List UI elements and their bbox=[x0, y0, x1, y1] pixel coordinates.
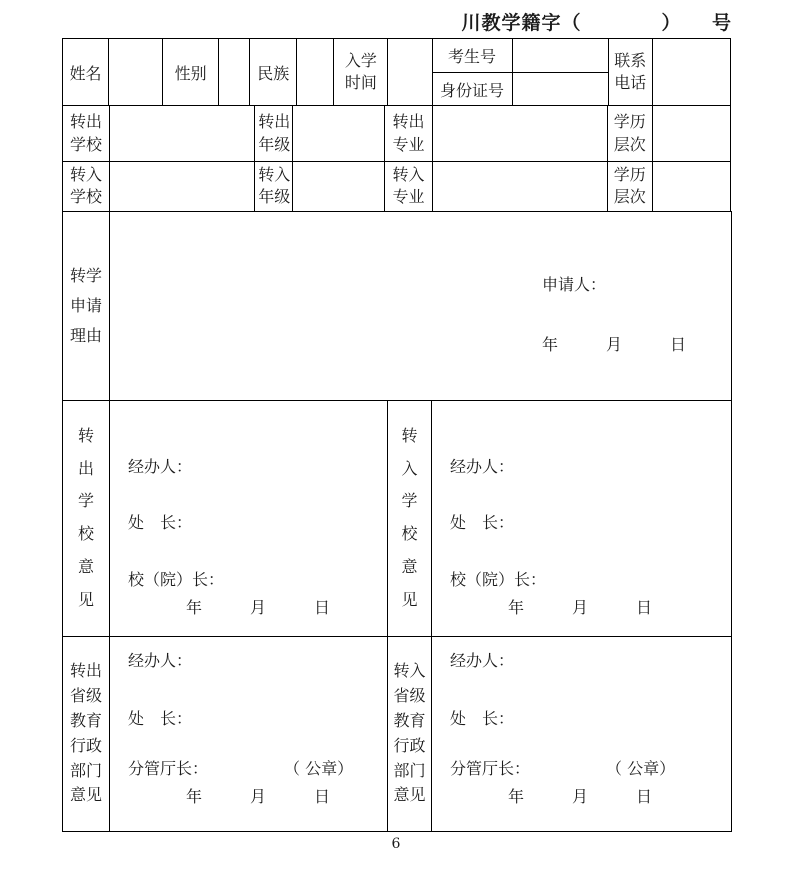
reason-table bbox=[62, 211, 732, 401]
in-school-label bbox=[63, 162, 110, 212]
out-school-label bbox=[63, 106, 110, 162]
reason-content-cell bbox=[110, 211, 732, 400]
reason-label bbox=[63, 211, 110, 400]
out-grade-label bbox=[255, 106, 293, 162]
enroll-time-label-text: 入学时间 bbox=[344, 50, 377, 92]
in-school-date-line: 年 月 日 bbox=[508, 597, 653, 617]
out-province-date-line: 年 月 日 bbox=[186, 786, 331, 806]
out-school-opinion-cell bbox=[110, 400, 388, 636]
phone-value-cell bbox=[652, 39, 730, 106]
gender-label: 性别 bbox=[163, 39, 219, 106]
in-province-chief-line bbox=[450, 758, 725, 780]
out-school-date-line: 年 月 日 bbox=[186, 597, 331, 617]
phone-label-text: 联系电话 bbox=[614, 50, 647, 92]
out-level-label-text: 学历层次 bbox=[613, 112, 646, 154]
name-label: 姓名 bbox=[63, 39, 109, 106]
province-opinion-table bbox=[62, 636, 732, 832]
in-school-label-text: 转入学校 bbox=[70, 165, 103, 207]
in-major-label bbox=[385, 162, 432, 212]
out-school-value-cell bbox=[110, 106, 255, 162]
out-province-opinion-cell bbox=[110, 636, 388, 831]
applicant-label: 申请人： bbox=[542, 274, 607, 294]
in-level-value-cell bbox=[652, 162, 730, 212]
in-province-handler-label: 经办人： bbox=[450, 650, 515, 670]
out-level-value-cell bbox=[652, 106, 730, 162]
out-province-opinion-label-text: 转出省级教育行政部门意见 bbox=[69, 661, 102, 805]
out-school-opinion-label bbox=[63, 400, 110, 636]
gender-value-cell bbox=[219, 39, 250, 106]
out-province-chief-label: 分管厅长： bbox=[128, 758, 209, 778]
in-school-opinion-cell bbox=[432, 400, 732, 636]
out-school-president-label: 校（院）长： bbox=[128, 569, 225, 589]
in-province-chief-label: 分管厅长： bbox=[450, 758, 531, 778]
in-province-director-label: 处 长： bbox=[450, 708, 515, 728]
out-province-handler-label: 经办人： bbox=[128, 650, 193, 670]
out-grade-value-cell bbox=[293, 106, 385, 162]
out-major-value-cell bbox=[432, 106, 607, 162]
exam-id-label: 考生号 bbox=[432, 39, 512, 73]
name-value-cell bbox=[109, 39, 163, 106]
in-province-opinion-label bbox=[388, 636, 432, 831]
out-level-label bbox=[607, 106, 652, 162]
in-province-opinion-cell bbox=[432, 636, 732, 831]
transfer-form bbox=[62, 38, 731, 832]
reason-label-text: 转学申请理由 bbox=[69, 266, 102, 345]
out-school-opinion-label-text: 转出学校意见 bbox=[77, 425, 94, 609]
doc-number-heading: 川教学籍字（ ） 号 bbox=[461, 12, 732, 34]
in-school-opinion-label-text: 转入学校意见 bbox=[401, 425, 418, 609]
out-province-director-label: 处 长： bbox=[128, 708, 193, 728]
exam-id-value-cell bbox=[512, 39, 608, 73]
in-province-seal-label: （ 公章） bbox=[614, 758, 676, 778]
school-transfer-table bbox=[62, 105, 731, 212]
in-grade-label bbox=[255, 162, 293, 212]
ethnicity-value-cell bbox=[297, 39, 334, 106]
id-number-value-cell bbox=[512, 73, 608, 106]
in-level-label bbox=[607, 162, 652, 212]
out-school-label-text: 转出学校 bbox=[70, 112, 103, 154]
out-school-handler-label: 经办人： bbox=[128, 456, 193, 476]
applicant-date-line: 年 月 日 bbox=[542, 334, 687, 354]
in-school-handler-label: 经办人： bbox=[450, 456, 515, 476]
in-province-date-line: 年 月 日 bbox=[508, 786, 653, 806]
out-province-chief-line bbox=[128, 758, 381, 780]
ethnicity-label: 民族 bbox=[250, 39, 297, 106]
in-grade-label-text: 转入年级 bbox=[258, 165, 291, 207]
out-grade-label-text: 转出年级 bbox=[258, 112, 291, 154]
in-school-director-label: 处 长： bbox=[450, 512, 515, 532]
out-school-director-label: 处 长： bbox=[128, 512, 193, 532]
out-major-label-text: 转出专业 bbox=[392, 112, 425, 154]
phone-label bbox=[608, 39, 652, 106]
student-info-table bbox=[62, 38, 731, 106]
in-school-value-cell bbox=[110, 162, 255, 212]
in-school-president-label: 校（院）长： bbox=[450, 569, 547, 589]
in-province-opinion-label-text: 转入省级教育行政部门意见 bbox=[393, 661, 426, 805]
enroll-time-value-cell bbox=[388, 39, 432, 106]
out-province-opinion-label bbox=[63, 636, 110, 831]
school-opinion-table bbox=[62, 400, 732, 637]
in-major-value-cell bbox=[432, 162, 607, 212]
out-province-seal-label: （ 公章） bbox=[292, 758, 354, 778]
out-major-label bbox=[385, 106, 432, 162]
id-number-label: 身份证号 bbox=[432, 73, 512, 106]
applicant-signature-block bbox=[542, 236, 686, 394]
in-major-label-text: 转入专业 bbox=[392, 165, 425, 207]
page-number: 6 bbox=[391, 836, 401, 852]
enroll-time-label bbox=[334, 39, 388, 106]
in-school-opinion-label bbox=[388, 400, 432, 636]
in-level-label-text: 学历层次 bbox=[613, 165, 646, 207]
in-grade-value-cell bbox=[293, 162, 385, 212]
